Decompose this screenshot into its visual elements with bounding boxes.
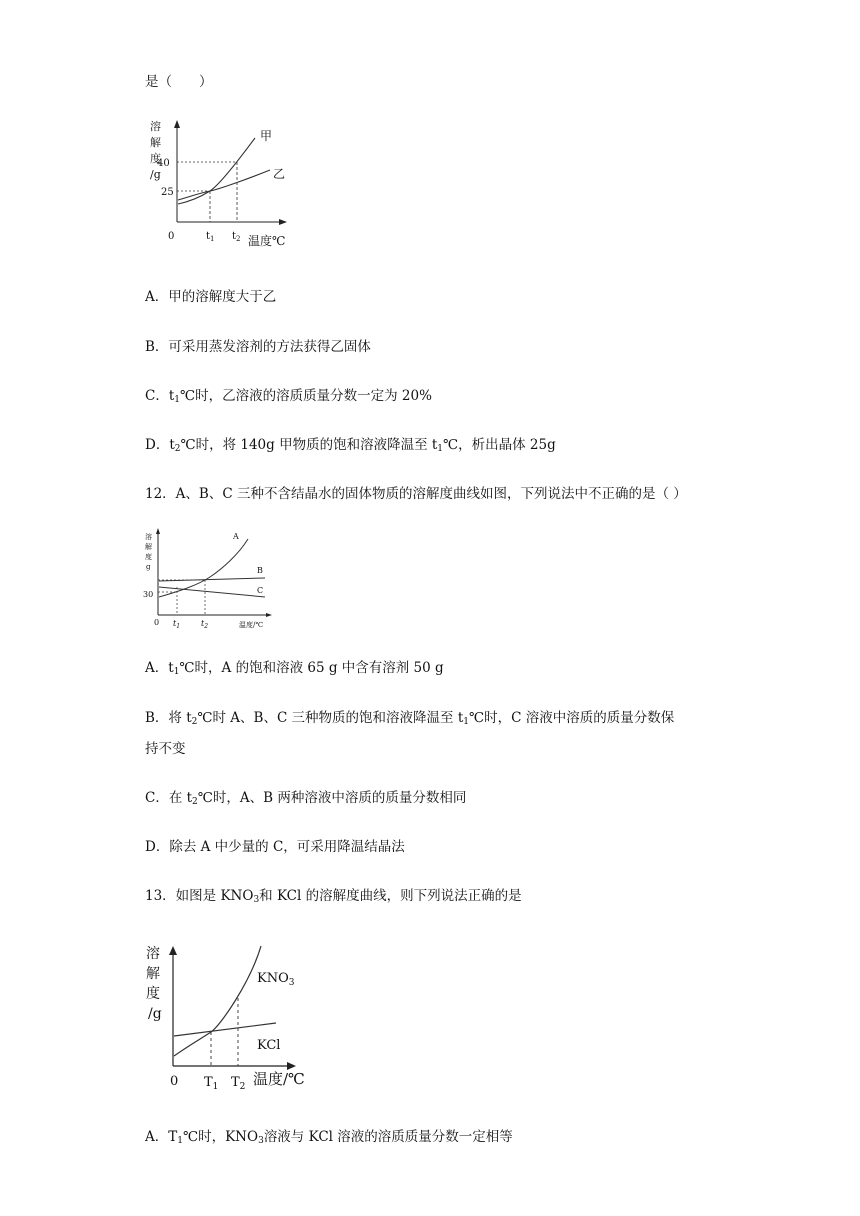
q12-stem: 12．A、B、C 三种不含结晶水的固体物质的溶解度曲线如图，下列说法中不正确的是（ ）: [145, 486, 687, 502]
q12-option-c[interactable]: C．在 $t_2℃$时，A、B 两种溶液中溶质的质量分数相同: [145, 790, 467, 807]
q12-curve-b: [159, 578, 265, 581]
q12-ylabel-3: 度: [145, 553, 152, 561]
q11-ylabel-4: /g: [150, 168, 161, 181]
q11-option-b[interactable]: B．可采用蒸发溶剂的方法获得乙固体: [145, 339, 371, 355]
q12-option-b[interactable]: B．将 $t_2℃$时 A、B、C 三种物质的饱和溶液降温至 $t_1℃$时，C 溶液中溶质的质量分数保: [145, 710, 675, 727]
q11-ylabel: [150, 119, 161, 181]
q12-option-b-continued: 持不变: [145, 741, 186, 757]
q12-label-c: C: [257, 586, 264, 595]
q12-ylabel-2: 解: [145, 543, 152, 551]
q13-ylabel-3: 度: [146, 986, 160, 1002]
q13-curve-kno3: [174, 946, 261, 1056]
q13-origin: 0: [170, 1074, 179, 1089]
q11-xtick-t1: $t_1$: [206, 231, 215, 243]
q13-curve-kcl: [174, 1023, 276, 1036]
q12-ylabel-1: 溶: [145, 533, 152, 541]
q12-xtick-t1: $t_1$: [173, 619, 181, 630]
q11-xlabel: 温度℃: [248, 234, 286, 248]
q12-label-a: A: [233, 532, 239, 541]
q12-solubility-figure: [140, 525, 290, 635]
q13-label-kno3: $KNO_3$: [257, 971, 295, 988]
q13-stem: 13．如图是 $KNO_3$和 KCl 的溶解度曲线，则下列说法正确的是: [145, 888, 522, 905]
q11-origin: 0: [168, 231, 175, 242]
q11-label-yi: 乙: [273, 167, 286, 181]
q13-xtick-t1: $T_1$: [204, 1075, 219, 1092]
q11-y-arrow: [174, 120, 180, 128]
q12-ylabel-4: g: [146, 563, 151, 571]
q13-ylabel-2: 解: [146, 966, 160, 982]
q11-option-a[interactable]: A．甲的溶解度大于乙: [145, 289, 277, 305]
q12-option-a[interactable]: A．$t_1℃$时，A 的饱和溶液 65 g 中含有溶剂 50 g: [145, 660, 444, 677]
q13-ylabel-1: 溶: [146, 946, 160, 962]
q13-label-kcl: KCl: [257, 1038, 281, 1053]
q12-y-arrow: [156, 528, 160, 534]
q11-ylabel-2: 解: [150, 136, 161, 149]
q11-curve-jia: [178, 138, 255, 204]
q12-ytick-30: 30: [143, 590, 154, 599]
q13-option-a[interactable]: A．$T_1℃$时，$KNO_3$溶液与 KCl 溶液的溶质质量分数一定相等: [145, 1129, 513, 1146]
q11-label-jia: 甲: [260, 129, 273, 143]
q11-ytick-40: 40: [157, 158, 170, 169]
q11-xtick-t2: $t_2$: [232, 231, 241, 243]
q13-ylabel-4: /g: [148, 1006, 162, 1022]
q12-label-b: B: [257, 566, 263, 575]
q12-xlabel: 温度/℃: [239, 621, 264, 629]
q13-xtick-t2: $T_2$: [231, 1075, 246, 1092]
q11-option-d[interactable]: D．$t_2℃$时，将 140g 甲物质的饱和溶液降温至 $t_1℃$，析出晶体 25g: [145, 437, 556, 454]
q13-y-arrow: [169, 946, 177, 955]
q11-curve-yi: [178, 170, 270, 200]
q12-option-d[interactable]: D．除去 A 中少量的 C，可采用降温结晶法: [145, 839, 405, 855]
q11-option-c[interactable]: C．$t_1℃$时，乙溶液的溶质质量分数一定为 20%: [145, 388, 432, 405]
q13-solubility-figure: [140, 938, 320, 1098]
q12-x-arrow: [266, 613, 272, 617]
q11-ytick-25: 25: [161, 187, 174, 198]
q13-x-arrow: [287, 1062, 296, 1070]
q11-ylabel-3: 度: [150, 152, 161, 165]
q12-origin: 0: [154, 618, 160, 627]
q11-stem-tail: 是（ ）: [145, 74, 213, 90]
q11-x-arrow: [279, 219, 287, 225]
q12-xtick-t2: $t_2$: [201, 619, 209, 630]
q13-xlabel: 温度/℃: [253, 1070, 305, 1088]
q11-solubility-figure: [140, 118, 300, 253]
q11-ylabel-1: 溶: [150, 120, 161, 133]
